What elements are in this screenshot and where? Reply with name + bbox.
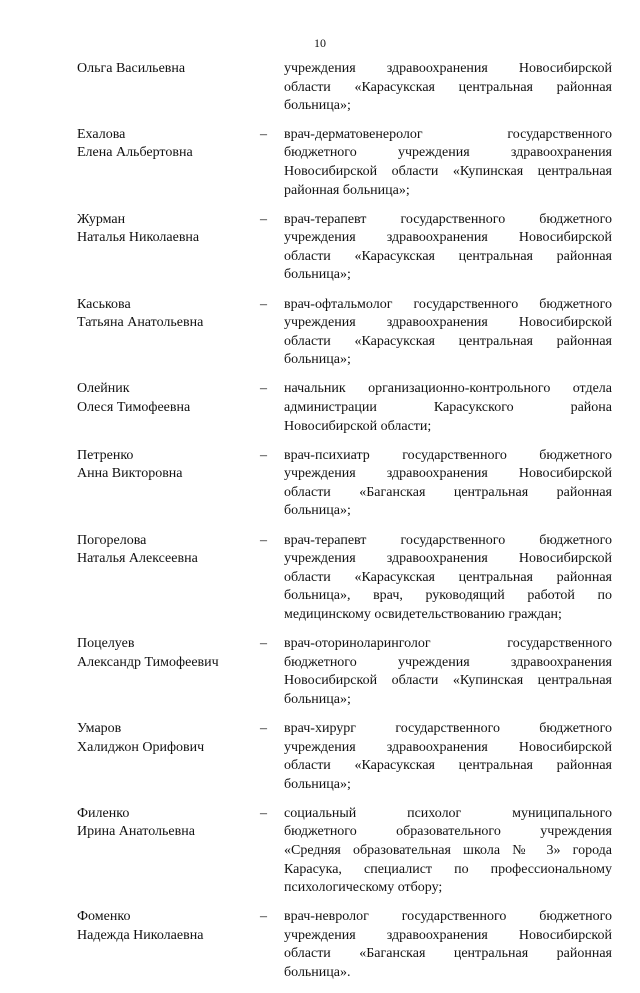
- member-given-names: Наталья Алексеевна: [77, 551, 198, 567]
- position-line: врач-хирург государственного бюджетного: [284, 720, 612, 736]
- position-line: больница»;: [284, 267, 351, 283]
- position-line: области «Баганская центральная районная: [284, 484, 612, 500]
- member-entry: [77, 908, 612, 982]
- position-line: области «Карасукская центральная районная: [284, 333, 612, 349]
- position-line: социальный психолог муниципального: [284, 805, 612, 821]
- position-line: врач-терапевт государственного бюджетного: [284, 532, 612, 548]
- commission-member-list: [77, 60, 612, 993]
- position-line: бюджетного учреждения здравоохранения: [284, 654, 612, 670]
- separator-dash: –: [260, 296, 267, 312]
- member-name: [77, 211, 260, 285]
- member-entry: [77, 380, 612, 436]
- position-line: «Средняя образовательная школа № 3» города: [284, 842, 612, 858]
- position-line: психологическому отбору;: [284, 880, 443, 896]
- position-line: области «Карасукская центральная районная: [284, 569, 612, 585]
- member-surname: Погорелова: [77, 532, 147, 548]
- member-position: [284, 126, 612, 200]
- position-line: области «Баганская центральная районная: [284, 946, 612, 962]
- position-line: врач-психиатр государственного бюджетного: [284, 447, 612, 463]
- member-position: [284, 908, 612, 982]
- member-entry: [77, 211, 612, 285]
- separator-dash: –: [260, 447, 267, 463]
- member-given-names: Елена Альбертовна: [77, 145, 193, 161]
- member-name: [77, 296, 260, 370]
- position-line: больница»;: [284, 776, 351, 792]
- position-line: больница»;: [284, 503, 351, 519]
- separator-dash: –: [260, 381, 267, 397]
- member-surname: Умаров: [77, 720, 122, 736]
- position-line: учреждения здравоохранения Новосибирской: [284, 61, 612, 76]
- member-name: [77, 60, 260, 116]
- separator-dash: –: [260, 909, 267, 925]
- member-surname: Поцелуев: [77, 636, 135, 652]
- position-line: бюджетного образовательного учреждения: [284, 824, 612, 840]
- separator-dash: [260, 60, 284, 116]
- page-number: 10: [314, 36, 326, 50]
- member-entry: [77, 447, 612, 521]
- position-line: больница»;: [284, 691, 351, 707]
- member-entry: [77, 720, 612, 794]
- member-entry: [77, 532, 612, 625]
- member-given-names: Ирина Анатольевна: [77, 824, 195, 840]
- member-given-names: Наталья Николаевна: [77, 230, 200, 246]
- member-name: [77, 635, 260, 709]
- member-given-names: Анна Викторовна: [77, 466, 183, 482]
- member-name: [77, 380, 260, 436]
- member-position: [284, 532, 612, 625]
- separator-dash: –: [260, 211, 267, 227]
- separator-dash: –: [260, 720, 267, 736]
- separator-dash: –: [260, 805, 267, 821]
- member-position: [284, 805, 612, 898]
- member-surname: Журман: [77, 211, 126, 227]
- member-position: [284, 447, 612, 521]
- separator-dash: –: [260, 126, 267, 142]
- position-line: области «Карасукская центральная районная: [284, 79, 612, 95]
- position-line: бюджетного учреждения здравоохранения: [284, 145, 612, 161]
- member-surname: Олейник: [77, 381, 130, 397]
- member-entry: [77, 60, 612, 116]
- position-line: начальник организационно-контрольного отдела: [284, 381, 612, 397]
- position-line: учреждения здравоохранения Новосибирской: [284, 551, 612, 567]
- position-line: администрации Карасукского района: [284, 400, 612, 415]
- position-line: врач-дерматовенеролог государственного: [284, 126, 612, 142]
- position-line: учреждения здравоохранения Новосибирской: [284, 739, 612, 755]
- separator-dash: –: [260, 532, 267, 548]
- position-line: врач-оториноларинголог государственного: [284, 636, 612, 652]
- member-position: [284, 60, 612, 116]
- position-line: больница»;: [284, 352, 351, 368]
- position-line: Новосибирской области «Купинская центральная: [284, 163, 612, 179]
- member-position: [284, 211, 612, 285]
- position-line: районная больница»;: [284, 182, 410, 198]
- position-line: больница»;: [284, 98, 351, 114]
- member-name: [77, 532, 260, 625]
- position-line: врач-офтальмолог государственного бюджетного: [284, 296, 612, 312]
- position-line: врач-невролог государственного бюджетного: [284, 909, 612, 925]
- member-position: [284, 296, 612, 370]
- position-line: области «Карасукская центральная районная: [284, 248, 612, 264]
- member-surname: Филенко: [77, 805, 130, 821]
- member-name: [77, 805, 260, 898]
- position-line: медицинскому освидетельствованию граждан;: [284, 606, 562, 622]
- member-surname: Ехалова: [77, 126, 126, 142]
- member-surname: Петренко: [77, 447, 134, 463]
- member-surname: Каськова: [77, 296, 131, 312]
- position-line: врач-терапевт государственного бюджетного: [284, 211, 612, 227]
- member-name: [77, 447, 260, 521]
- position-line: Новосибирской области «Купинская центральная: [284, 673, 612, 689]
- position-line: больница», врач, руководящий работой по: [284, 588, 612, 604]
- member-position: [284, 380, 612, 436]
- member-name: [77, 720, 260, 794]
- member-entry: [77, 635, 612, 709]
- member-given-names: Ольга Васильевна: [77, 61, 186, 76]
- member-surname: Фоменко: [77, 909, 131, 925]
- position-line: учреждения здравоохранения Новосибирской: [284, 230, 612, 246]
- member-given-names: Александр Тимофеевич: [77, 654, 219, 670]
- position-line: учреждения здравоохранения Новосибирской: [284, 315, 612, 331]
- member-given-names: Надежда Николаевна: [77, 927, 204, 943]
- member-given-names: Халиджон Орифович: [77, 739, 205, 755]
- position-line: области «Карасукская центральная районная: [284, 758, 612, 774]
- member-entry: [77, 126, 612, 200]
- member-entry: [77, 805, 612, 898]
- position-line: больница».: [284, 965, 351, 981]
- position-line: учреждения здравоохранения Новосибирской: [284, 927, 612, 943]
- member-position: [284, 720, 612, 794]
- member-name: [77, 126, 260, 200]
- member-entry: [77, 296, 612, 370]
- member-given-names: Татьяна Анатольевна: [77, 315, 204, 331]
- member-name: [77, 908, 260, 982]
- member-given-names: Олеся Тимофеевна: [77, 400, 191, 415]
- position-line: учреждения здравоохранения Новосибирской: [284, 466, 612, 482]
- position-line: Карасука, специалист по профессиональному: [284, 861, 612, 877]
- separator-dash: –: [260, 636, 267, 652]
- member-position: [284, 635, 612, 709]
- position-line: Новосибирской области;: [284, 418, 432, 434]
